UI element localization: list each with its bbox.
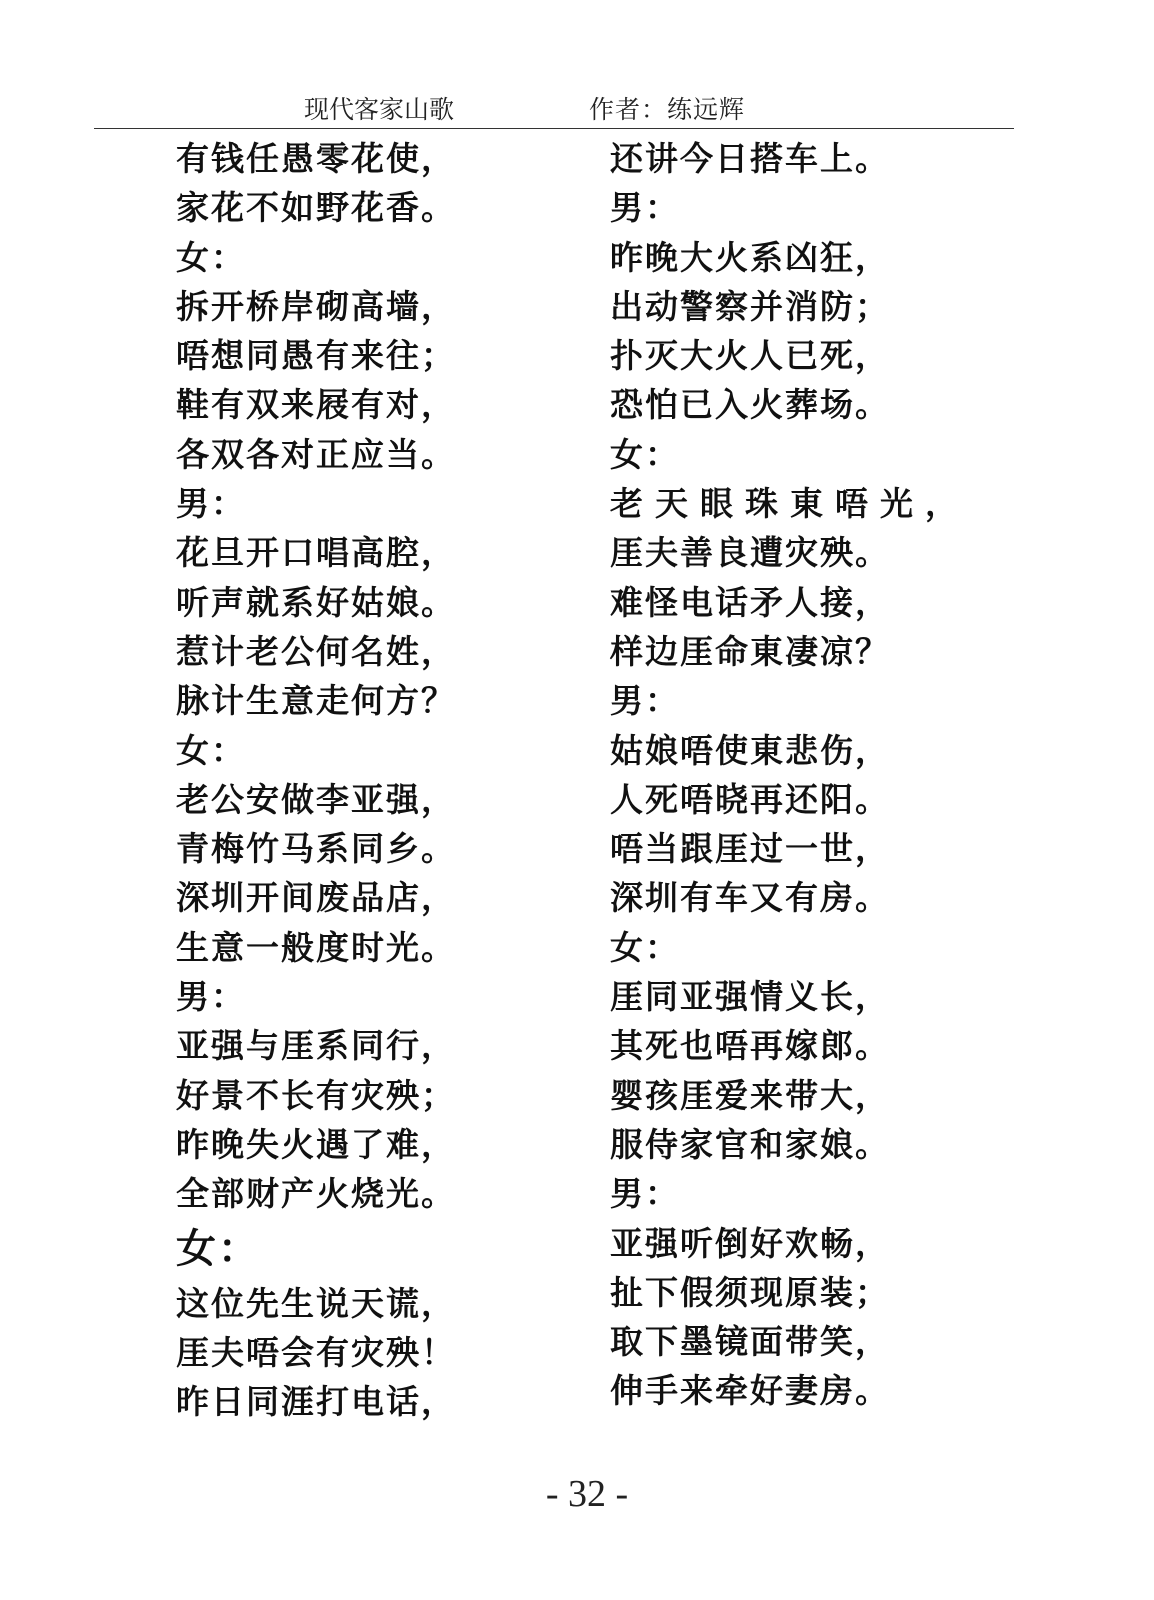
verse-line: 伸手来牵好妻房。 <box>610 1371 890 1411</box>
verse-line: 取下墨镜面带笑， <box>610 1322 890 1362</box>
verse-line: 出动警察并消防； <box>610 286 890 326</box>
running-header <box>94 86 1014 128</box>
verse-line: 花旦开口唱高腔， <box>176 533 456 573</box>
verse-line: 厓同亚强情义长， <box>610 977 890 1017</box>
header-rule <box>94 128 1014 129</box>
verse-line: 恐怕已入火葬场。 <box>610 385 890 425</box>
verse-line: 拆开桥岸砌高墙， <box>176 286 456 326</box>
verse-line: 各双各对正应当。 <box>176 434 456 474</box>
verse-line: 家花不如野花香。 <box>176 188 456 228</box>
verse-line: 有钱任愚零花使， <box>176 139 456 178</box>
speaker-label: 男： <box>610 681 680 721</box>
speaker-label: 女： <box>610 927 680 967</box>
verse-line: 昨晚大火系凶狂， <box>610 237 890 277</box>
speaker-label: 女： <box>176 237 246 277</box>
verse-line: 亚强与厓系同行， <box>176 1026 456 1066</box>
verse-line: 老公安做李亚强， <box>176 779 456 819</box>
verse-line: 好景不长有灾殃； <box>176 1075 456 1115</box>
right-column <box>610 134 970 1416</box>
verse-line: 还讲今日搭车上。 <box>610 139 890 178</box>
verse-line: 鞋有双来屐有对， <box>176 385 456 425</box>
verse-line: 难怪电话矛人接， <box>610 582 890 622</box>
verse-line: 惹计老公何名姓， <box>176 631 456 671</box>
verse-line: 青梅竹马系同乡。 <box>176 829 456 869</box>
speaker-label: 男： <box>176 977 246 1017</box>
verse-line: 婴孩厓爱来带大， <box>610 1075 890 1115</box>
verse-line: 扯下假须现原装； <box>610 1272 890 1312</box>
verse-line: 听声就系好姑娘。 <box>176 582 456 622</box>
verse-line: 生意一般度时光。 <box>176 927 456 967</box>
verse-line: 厓夫善良遭灾殃。 <box>610 533 890 573</box>
verse-line: 脉计生意走何方？ <box>176 681 456 721</box>
verse-line: 人死唔晓再还阳。 <box>610 779 890 819</box>
verse-line: 服侍家官和家娘。 <box>610 1124 890 1164</box>
verse-line: 老天眼珠東唔光， <box>610 484 970 524</box>
verse-line: 昨日同涯打电话， <box>176 1382 456 1422</box>
left-column <box>176 134 456 1426</box>
speaker-label: 男： <box>610 1174 680 1214</box>
book-title: 现代客家山歌 <box>304 95 455 124</box>
verse-line: 亚强听倒好欢畅， <box>610 1223 890 1263</box>
verse-line: 昨晚失火遇了难， <box>176 1124 456 1164</box>
verse-line: 姑娘唔使東悲伤， <box>610 730 890 770</box>
verse-line: 厓夫唔会有灾殃！ <box>176 1332 456 1372</box>
verse-line: 样边厓命東凄凉？ <box>610 631 890 671</box>
author-credit: 作者：练远辉 <box>589 95 746 124</box>
speaker-label: 男： <box>610 188 680 228</box>
speaker-label: 女： <box>610 434 680 474</box>
speaker-label: 女： <box>176 1224 260 1272</box>
verse-line: 唔当跟厓过一世， <box>610 829 890 869</box>
speaker-label: 男： <box>176 484 246 524</box>
verse-line: 这位先生说天谎， <box>176 1283 456 1323</box>
verse-line: 唔想同愚有来往； <box>176 336 456 376</box>
verse-line: 全部财产火烧光。 <box>176 1174 456 1214</box>
page-number: - 32 - <box>545 1473 629 1515</box>
verse-line: 深圳有车又有房。 <box>610 878 890 918</box>
speaker-label: 女： <box>176 730 246 770</box>
verse-line: 深圳开间废品店， <box>176 878 456 918</box>
verse-line: 其死也唔再嫁郎。 <box>610 1026 890 1066</box>
verse-line: 扑灭大火人已死， <box>610 336 890 376</box>
